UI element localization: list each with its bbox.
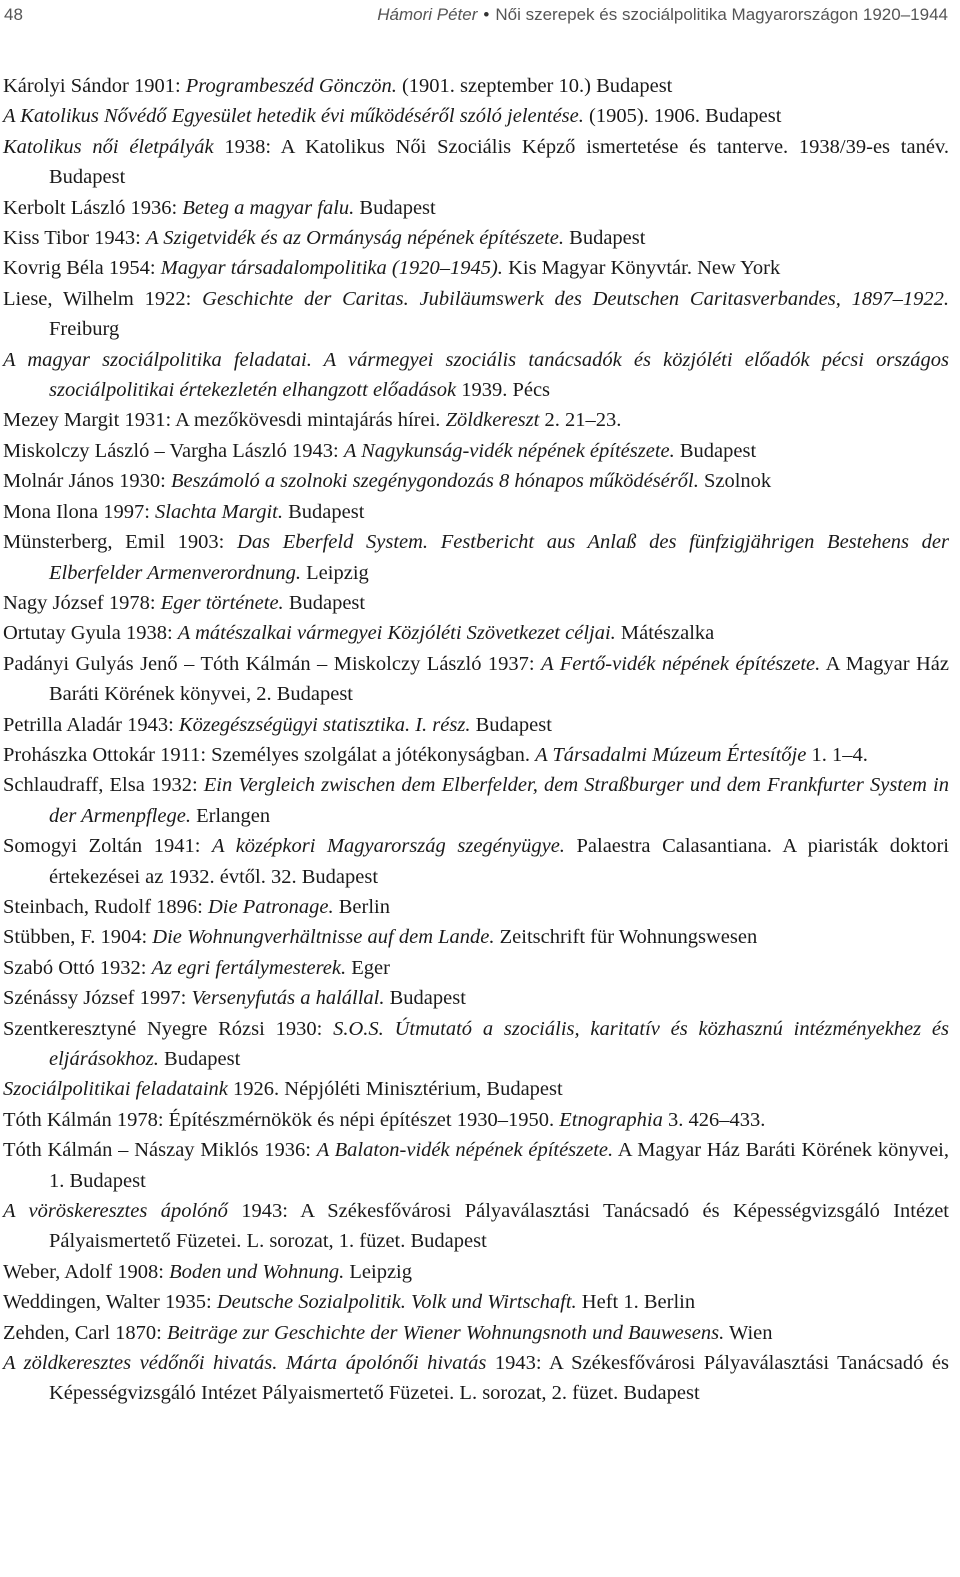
bibliography-entry [3, 284, 949, 345]
bibliography-entry [3, 101, 949, 131]
entry-text: Eger [346, 956, 390, 979]
entry-text: Münsterberg, Emil 1903: [3, 531, 238, 554]
entry-text: 1938: A Katolikus Női Szociális Képző ismertetése és tanterve. 1938/39-es tanév. Budapest [49, 135, 949, 189]
entry-text: 1943: A Székesfővárosi Pályaválasztási Tanácsadó és Képességvizsgáló Intézet Pályaismertető Füzetei. L. sorozat, 2. füzet. Budapest [49, 1352, 949, 1405]
entry-text: Kovrig Béla 1954: [3, 257, 161, 280]
entry-text: Károlyi Sándor 1901: [3, 75, 186, 97]
bibliography-entry [3, 1014, 949, 1075]
entry-text: Kis Magyar Könyvtár. New York [502, 257, 781, 280]
bibliography-entry [3, 922, 949, 952]
entry-title-italic: Slachta Margit. [155, 500, 283, 523]
entry-title-italic: Versenyfutás a halállal. [191, 987, 385, 1010]
entry-title-italic: Katolikus női életpályák [3, 135, 214, 158]
bibliography-entry [3, 71, 949, 101]
bibliography-entry [3, 649, 949, 710]
entry-text: 2. 21–23. [539, 409, 622, 432]
entry-text: Szénássy József 1997: [3, 987, 192, 1010]
entry-title-italic: A vöröskeresztes ápolónő [3, 1200, 228, 1223]
bibliography-entry [3, 527, 949, 588]
bibliography-entry [3, 770, 949, 831]
bibliography-entry [3, 1348, 949, 1409]
entry-text: Tóth Kálmán – Nászay Miklós 1936: [3, 1139, 317, 1162]
entry-title-italic: Ein Vergleich zwischen dem Elberfelder, dem Straßburger und dem Frankfurter System in der Armenpflege. [49, 774, 949, 827]
entry-text: Budapest [470, 713, 552, 736]
bibliography-entry [3, 710, 949, 740]
bibliography-entry [3, 497, 949, 527]
entry-text: Palaestra Calasantiana. A piaristák doktori értekezései az 1932. évtől. 32. Budapest [49, 835, 949, 888]
entry-title-italic: A Fertő-vidék népének építészete. [541, 652, 821, 675]
page-number: 48 [4, 5, 23, 24]
bibliography-entry [3, 618, 949, 648]
entry-text: Budapest [384, 987, 466, 1010]
entry-text: Heft 1. Berlin [576, 1291, 696, 1314]
entry-title-italic: A zöldkeresztes védőnői hivatás. Márta ápolónői hivatás [3, 1352, 487, 1375]
entry-text: 1926. Népjóléti Minisztérium, Budapest [227, 1078, 563, 1101]
entry-text: Budapest [283, 591, 366, 614]
bibliography-entry [3, 436, 949, 466]
bibliography-entry [3, 588, 949, 618]
bibliography-entry [3, 831, 949, 892]
entry-text: A Magyar Ház Baráti Körének könyvei, 1. Budapest [49, 1139, 950, 1192]
running-header [0, 0, 960, 32]
bibliography-entry [3, 1318, 949, 1348]
entry-title-italic: Geschichte der Caritas. Jubiläumswerk des Deutschen Caritasverbandes, 1897–1922. [202, 287, 949, 310]
entry-text: Liese, Wilhelm 1922: [3, 287, 203, 310]
entry-text: Mona Ilona 1997: [3, 500, 156, 523]
entry-text: Leipzig [301, 561, 369, 584]
entry-text: Zeitschrift für Wohnungswesen [494, 926, 758, 949]
entry-text: Erlangen [190, 804, 271, 827]
entry-title-italic: Boden und Wohnung. [169, 1260, 345, 1283]
bibliography-entry [3, 405, 949, 435]
entry-title-italic: Beiträge zur Geschichte der Wiener Wohnungsnoth und Bauwesens. [166, 1321, 725, 1344]
bibliography-entry [3, 983, 949, 1013]
entry-text: Padányi Gulyás Jenő – Tóth Kálmán – Miskolczy László 1937: [3, 652, 542, 675]
entry-text: Zehden, Carl 1870: [3, 1321, 167, 1344]
entry-text: Ortutay Gyula 1938: [3, 622, 178, 645]
bibliography-entry [3, 953, 949, 983]
bibliography-entry [3, 892, 949, 922]
entry-text: Mezey Margit 1931: A mezőkövesdi mintajárás hírei. [3, 409, 446, 432]
entry-title-italic: Die Patronage. [207, 895, 334, 918]
bibliography-entry [3, 253, 949, 283]
entry-title-italic: Az egri fertálymesterek. [151, 956, 347, 979]
entry-text: Wien [724, 1321, 773, 1344]
bibliography-entry [3, 132, 949, 193]
entry-text: Budapest [282, 500, 365, 523]
entry-text: Petrilla Aladár 1943: [3, 713, 179, 736]
bibliography-list [3, 71, 949, 1409]
entry-text: Szolnok [698, 470, 772, 493]
entry-text: Freiburg [49, 318, 120, 341]
entry-title-italic: A Szigetvidék és az Ormányság népének építészete. [145, 227, 565, 250]
bibliography-entry [3, 1074, 949, 1104]
entry-text: Mátészalka [615, 622, 715, 645]
entry-text: Budapest [564, 227, 646, 250]
entry-title-italic: Magyar társadalompolitika (1920–1945). [160, 257, 503, 280]
entry-text: (1901. szeptember 10.) Budapest [396, 75, 673, 97]
entry-title-italic: A magyar szociálpolitika feladatai. A vármegyei szociális tanácsadók és közjóléti előadók pécsi országos szociálpolitikai értekezletén elhangzott előadások [3, 348, 949, 402]
entry-title-italic: A Katolikus Nővédő Egyesület hetedik évi működéséről szóló jelentése. [3, 105, 584, 128]
entry-text: Budapest [674, 439, 757, 462]
entry-title-italic: Zöldkereszt [445, 409, 540, 432]
entry-text: Szabó Ottó 1932: [3, 956, 152, 979]
entry-text: Weddingen, Walter 1935: [3, 1291, 217, 1314]
bibliography-entry [3, 1105, 949, 1135]
entry-text: Berlin [333, 895, 390, 918]
running-head [377, 5, 948, 25]
entry-text: Steinbach, Rudolf 1896: [3, 895, 208, 918]
entry-title-italic: Etnographia [559, 1108, 663, 1131]
entry-text: Kerbolt László 1936: [3, 196, 183, 219]
entry-text: Prohászka Ottokár 1911: Személyes szolgálat a jótékonyságban. [3, 743, 536, 766]
entry-text: 1. 1–4. [806, 743, 868, 766]
entry-title-italic: Deutsche Sozialpolitik. Volk und Wirtschaft. [216, 1291, 577, 1314]
bibliography-entry [3, 193, 949, 223]
entry-title-italic: Das Eberfeld System. Festbericht aus Anlaß des fünfzigjährigen Bestehens der Elberfelder Armenverordnung. [49, 531, 950, 584]
bibliography-entry [3, 1287, 949, 1317]
entry-text: 1939. Pécs [456, 379, 551, 402]
bibliography-entry [3, 1135, 949, 1196]
entry-title-italic: A Társadalmi Múzeum Értesítője [535, 743, 807, 766]
running-head-title: Női szerepek és szociálpolitika Magyarországon 1920–1944 [495, 5, 948, 24]
entry-text: Stübben, F. 1904: [3, 926, 153, 949]
entry-title-italic: Programbeszéd Gönczön. [185, 75, 397, 97]
entry-text: 1943: A Székesfővárosi Pályaválasztási Tanácsadó és Képességvizsgáló Intézet Pályaismertető Füzetei. L. sorozat, 1. füzet. Budapest [49, 1200, 949, 1253]
entry-text: Szentkeresztyné Nyegre Rózsi 1930: [3, 1017, 334, 1040]
entry-title-italic: Die Wohnungverhältnisse auf dem Lande. [152, 926, 495, 949]
entry-text: Schlaudraff, Elsa 1932: [3, 774, 204, 797]
bibliography-entry [3, 466, 949, 496]
entry-title-italic: Beszámoló a szolnoki szegénygondozás 8 hónapos működéséről. [170, 470, 699, 493]
entry-title-italic: A középkori Magyarország szegényügye. [211, 835, 565, 858]
entry-title-italic: A Nagykunság-vidék népének építészete. [343, 439, 675, 462]
entry-text: Tóth Kálmán 1978: Építészmérnökök és népi építészet 1930–1950. [3, 1108, 560, 1131]
entry-title-italic: Szociálpolitikai feladataink [3, 1078, 228, 1101]
entry-title-italic: Beteg a magyar falu. [182, 196, 355, 219]
entry-text: (1905). 1906. Budapest [583, 105, 782, 128]
bibliography-entry [3, 223, 949, 253]
entry-text: Budapest [158, 1048, 241, 1070]
entry-title-italic: S.O.S. Útmutató a szociális, karitatív és közhasznú intézményekhez és eljárásokhoz. [49, 1017, 949, 1070]
entry-text: Leipzig [344, 1260, 413, 1283]
entry-text: Miskolczy László – Vargha László 1943: [3, 439, 344, 462]
running-head-author: Hámori Péter [377, 5, 478, 24]
entry-text: Nagy József 1978: [3, 591, 161, 614]
entry-title-italic: A mátészalkai vármegyei Közjóléti Szövetkezet céljai. [177, 622, 616, 645]
entry-text: Budapest [354, 196, 436, 219]
entry-text: Kiss Tibor 1943: [3, 227, 146, 250]
bibliography-entry [3, 740, 949, 770]
entry-title-italic: A Balaton-vidék népének építészete. [316, 1139, 614, 1162]
entry-text: A Magyar Ház Baráti Körének könyvei, 2. Budapest [49, 652, 949, 706]
entry-text: 3. 426–433. [662, 1108, 766, 1131]
entry-title-italic: Közegészségügyi statisztika. I. rész. [178, 713, 471, 736]
bibliography-entry [3, 1257, 949, 1287]
entry-text: Somogyi Zoltán 1941: [3, 835, 212, 858]
entry-title-italic: Eger története. [160, 591, 284, 614]
bibliography-entry [3, 1196, 949, 1257]
bibliography-entry [3, 345, 949, 406]
bullet-separator: • [483, 5, 490, 24]
entry-text: Weber, Adolf 1908: [3, 1260, 170, 1283]
entry-text: Molnár János 1930: [3, 470, 171, 493]
